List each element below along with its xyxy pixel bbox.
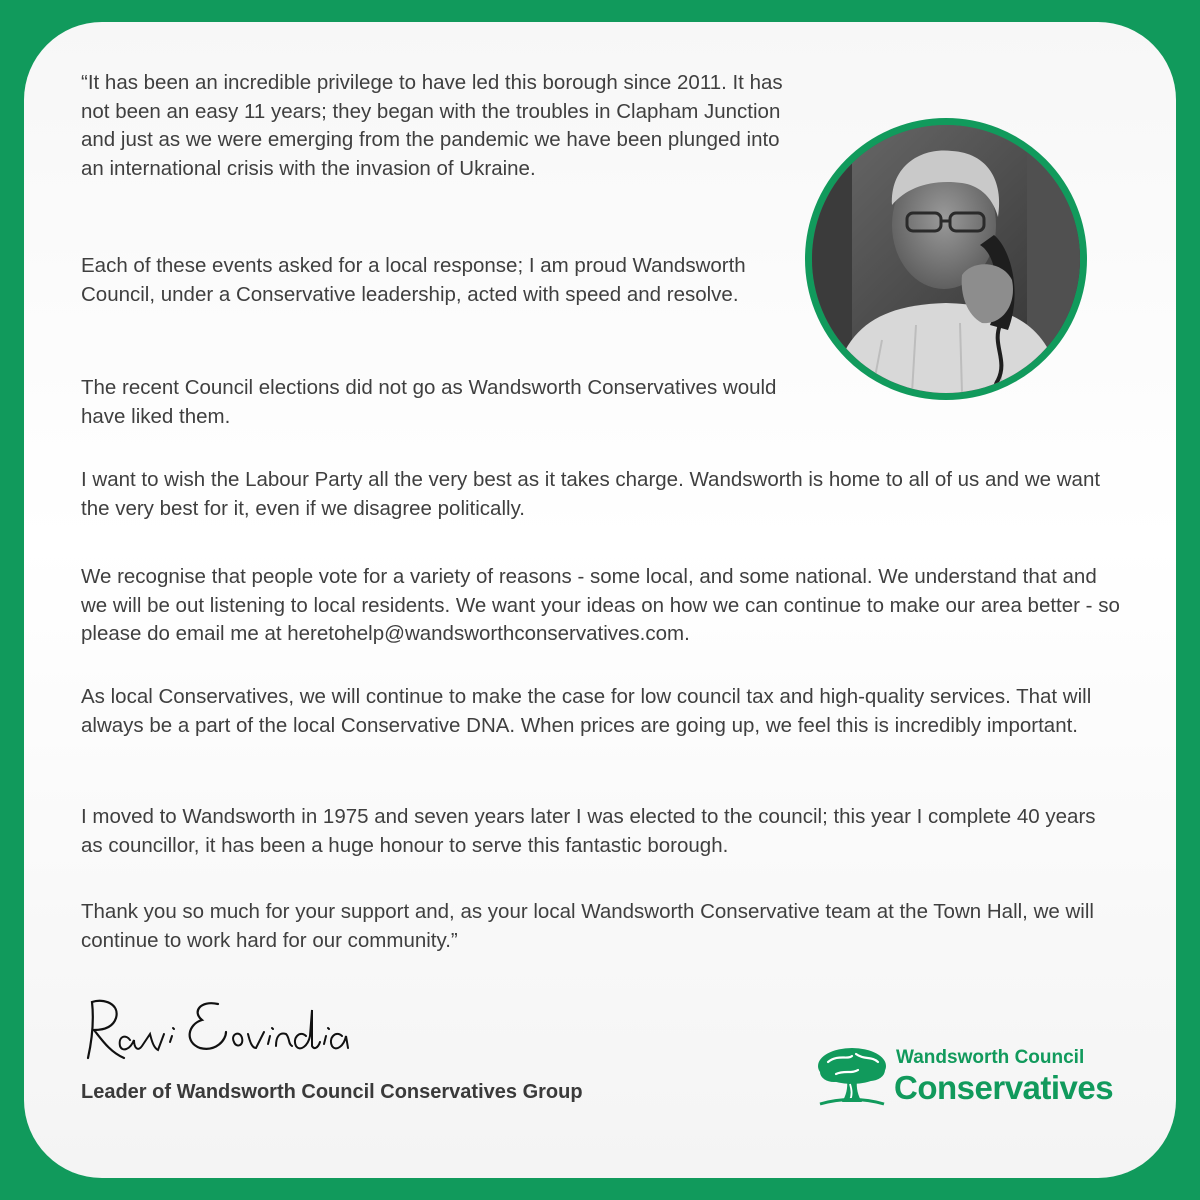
letter-paragraph: The recent Council elections did not go as Wandsworth Conservatives would have liked them. <box>81 376 777 428</box>
letter-paragraph: Thank you so much for your support and, as your local Wandsworth Conservative team at the Town Hall, we will continue to work hard for our community.” <box>81 900 1094 952</box>
letter-paragraph: I want to wish the Labour Party all the very best as it takes charge. Wandsworth is home to all of us and we want the very best for it, even if we disagree politically. <box>81 468 1101 520</box>
signature <box>80 990 360 1075</box>
logo-line1: Wandsworth Council <box>896 1047 1085 1068</box>
letter-paragraph: I moved to Wandsworth in 1975 and seven years later I was elected to the council; this year I complete 40 years as councillor, it has been a huge honour to serve this fantastic borough. <box>81 805 1096 857</box>
letter-paragraph: As local Conservatives, we will continue to make the case for low council tax and high-quality services. That will always be a part of the local Conservative DNA. When prices are going up, we feel this is incredibly important. <box>81 685 1092 737</box>
letter-paragraph: “It has been an incredible privilege to have led this borough since 2011. It has not been an easy 11 years; they began with the troubles in Clapham Junction and just as we were emerging from the pandemic we have been plunged into an international crisis with the invasion of Ukraine. <box>81 71 783 180</box>
party-logo <box>814 1042 1134 1132</box>
letter-card <box>24 22 1176 1178</box>
leader-role: Leader of Wandsworth Council Conservatives Group <box>81 1081 583 1103</box>
letter-paragraph: We recognise that people vote for a variety of reasons - some local, and some national. We understand that and we will be out listening to local residents. We want your ideas on how we can continue to make our area better - so please do email me at heretohelp@wandsworthconservatives.com. <box>81 565 1120 645</box>
oak-tree-icon <box>814 1044 890 1111</box>
letter-paragraph: Each of these events asked for a local response; I am proud Wandsworth Council, under a Conservative leadership, acted with speed and resolve. <box>81 254 746 306</box>
leader-portrait <box>805 118 1087 400</box>
logo-line2: Conservatives <box>894 1069 1114 1106</box>
